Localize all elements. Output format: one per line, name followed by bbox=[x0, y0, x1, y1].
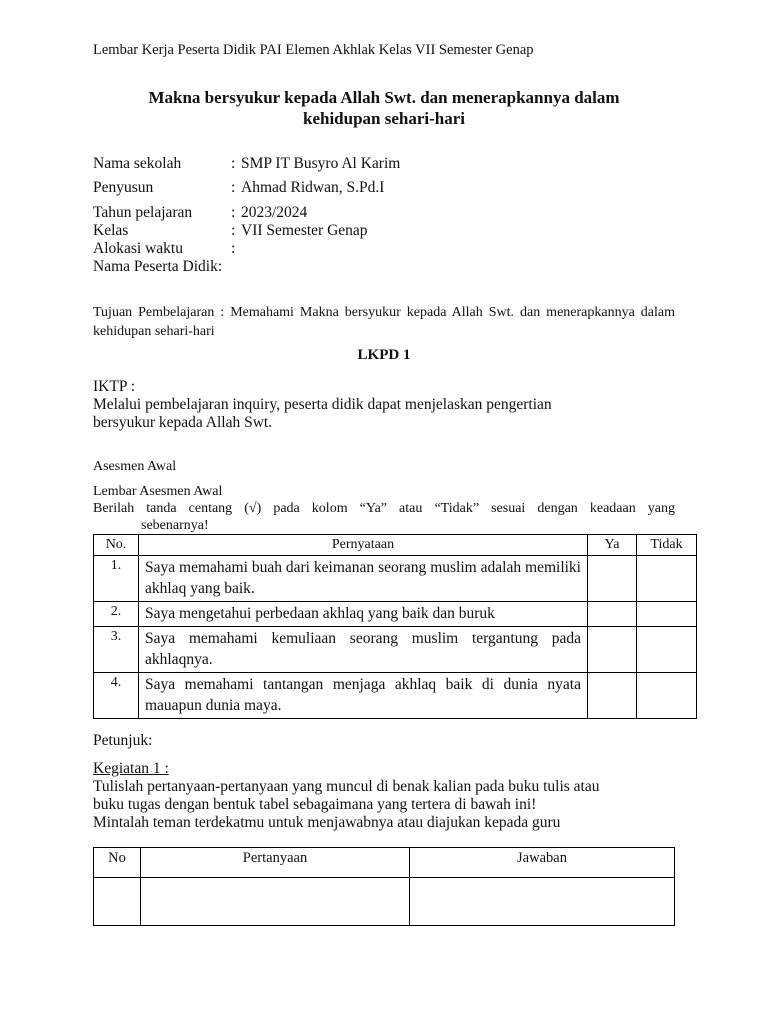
info-label: Nama Peserta Didik: bbox=[93, 258, 223, 275]
iktp-label: IKTP : bbox=[93, 378, 136, 395]
tidak-checkbox-cell[interactable] bbox=[637, 556, 697, 602]
assessment-table bbox=[93, 534, 697, 719]
row-no: 2. bbox=[94, 602, 139, 627]
tidak-checkbox-cell[interactable] bbox=[637, 627, 697, 673]
kegiatan-line-3: Mintalah teman terdekatmu untuk menjawabnya atau diajukan kepada guru bbox=[93, 814, 561, 831]
tujuan-pembelajaran: Tujuan Pembelajaran : Memahami Makna bersyukur kepada Allah Swt. dan menerapkannya dalam kehidupan sehari-hari bbox=[93, 305, 675, 339]
header-pertanyaan: Pertanyaan bbox=[141, 848, 410, 878]
empty-no-cell[interactable] bbox=[94, 878, 141, 926]
instruction-line-1: Berilah tanda centang (√) pada kolom “Ya” atau “Tidak” sesuai dengan keadaan yang bbox=[93, 501, 675, 516]
row-statement: Saya mengetahui perbedaan akhlaq yang baik dan buruk bbox=[139, 602, 588, 627]
question-table bbox=[93, 847, 675, 926]
info-tahun-pelajaran bbox=[93, 204, 307, 222]
header-no: No bbox=[94, 848, 141, 878]
iktp-text-line-1: Melalui pembelajaran inquiry, peserta didik dapat menjelaskan pengertian bbox=[93, 396, 552, 413]
info-colon: : bbox=[231, 222, 236, 239]
instruction-line-2: sebenarnya! bbox=[141, 518, 209, 533]
info-penyusun bbox=[93, 179, 384, 197]
ya-checkbox-cell[interactable] bbox=[588, 556, 637, 602]
info-colon: : bbox=[231, 179, 236, 196]
info-value: Ahmad Ridwan, S.Pd.I bbox=[241, 179, 385, 196]
kegiatan-line-1: Tulislah pertanyaan-pertanyaan yang muncul di benak kalian pada buku tulis atau bbox=[93, 778, 600, 795]
table-row bbox=[94, 673, 697, 719]
row-statement: Saya memahami kemuliaan seorang muslim tergantung pada akhlaqnya. bbox=[139, 627, 588, 673]
info-kelas bbox=[93, 222, 368, 240]
info-label: Alokasi waktu bbox=[93, 240, 183, 257]
header-tidak: Tidak bbox=[637, 535, 697, 556]
asesmen-awal-heading: Asesmen Awal bbox=[93, 459, 177, 474]
info-value: SMP IT Busyro Al Karim bbox=[241, 155, 401, 172]
header-ya: Ya bbox=[588, 535, 637, 556]
row-statement: Saya memahami tantangan menjaga akhlaq baik di dunia nyata mauapun dunia maya. bbox=[139, 673, 588, 719]
info-nama-peserta-didik bbox=[93, 258, 222, 276]
lembar-asesmen-heading: Lembar Asesmen Awal bbox=[93, 484, 223, 499]
info-nama-sekolah bbox=[93, 155, 400, 173]
table-row bbox=[94, 556, 697, 602]
document-title bbox=[93, 87, 675, 129]
kegiatan-heading bbox=[93, 759, 169, 778]
ya-checkbox-cell[interactable] bbox=[588, 627, 637, 673]
instruction bbox=[93, 500, 675, 534]
row-no: 1. bbox=[94, 556, 139, 602]
petunjuk-label: Petunjuk: bbox=[93, 732, 153, 749]
kegiatan-line-2: buku tugas dengan bentuk tabel sebagaimana yang tertera di bawah ini! bbox=[93, 796, 537, 813]
row-no: 3. bbox=[94, 627, 139, 673]
title-line-1: Makna bersyukur kepada Allah Swt. dan menerapkannya dalam bbox=[148, 88, 620, 107]
info-value: 2023/2024 bbox=[241, 204, 308, 221]
header-no: No. bbox=[94, 535, 139, 556]
table-row bbox=[94, 878, 675, 926]
table-row bbox=[94, 627, 697, 673]
kegiatan-label: Kegiatan 1 : bbox=[93, 760, 169, 777]
info-colon: : bbox=[231, 204, 236, 221]
empty-jawaban-cell[interactable] bbox=[410, 878, 675, 926]
title-line-2: kehidupan sehari-hari bbox=[302, 109, 465, 128]
tidak-checkbox-cell[interactable] bbox=[637, 673, 697, 719]
info-label: Nama sekolah bbox=[93, 155, 182, 172]
tidak-checkbox-cell[interactable] bbox=[637, 602, 697, 627]
table-header-row bbox=[94, 535, 697, 556]
info-colon: : bbox=[231, 155, 236, 172]
empty-pertanyaan-cell[interactable] bbox=[141, 878, 410, 926]
info-alokasi-waktu bbox=[93, 240, 241, 258]
info-colon: : bbox=[231, 240, 236, 257]
header-pernyataan: Pernyataan bbox=[139, 535, 588, 556]
row-no: 4. bbox=[94, 673, 139, 719]
iktp-text-line-2: bersyukur kepada Allah Swt. bbox=[93, 414, 273, 431]
table-header-row bbox=[94, 848, 675, 878]
header-jawaban: Jawaban bbox=[410, 848, 675, 878]
ya-checkbox-cell[interactable] bbox=[588, 602, 637, 627]
info-label: Penyusun bbox=[93, 179, 154, 196]
ya-checkbox-cell[interactable] bbox=[588, 673, 637, 719]
document-header: Lembar Kerja Peserta Didik PAI Elemen Akhlak Kelas VII Semester Genap bbox=[93, 42, 534, 58]
info-label: Tahun pelajaran bbox=[93, 204, 193, 221]
lkpd-heading: LKPD 1 bbox=[357, 347, 411, 363]
row-statement: Saya memahami buah dari keimanan seorang muslim adalah memiliki akhlaq yang baik. bbox=[139, 556, 588, 602]
table-row bbox=[94, 602, 697, 627]
info-value: VII Semester Genap bbox=[241, 222, 368, 239]
info-label: Kelas bbox=[93, 222, 129, 239]
